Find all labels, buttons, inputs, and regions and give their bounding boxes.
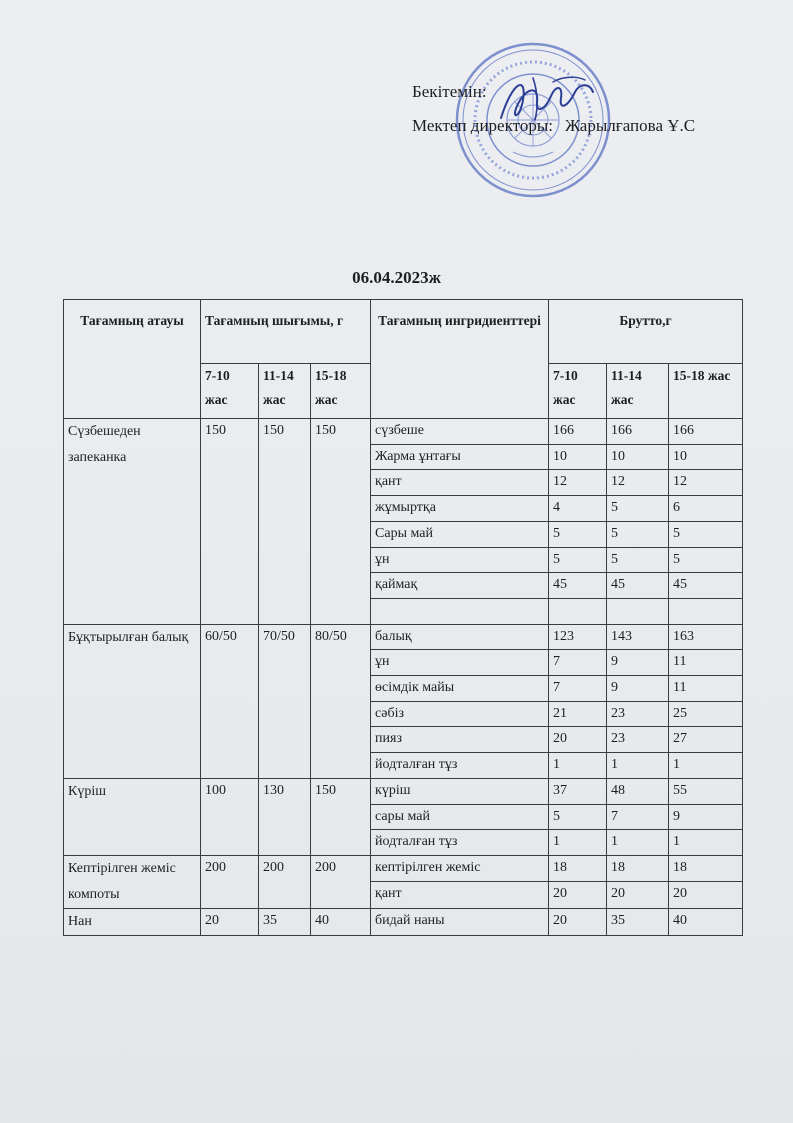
brutto-value-cell: 1 <box>669 830 743 856</box>
dish-output-cell: 40 <box>311 908 371 935</box>
dish-output-cell: 150 <box>311 778 371 855</box>
ingredient-name-cell <box>371 598 549 624</box>
dish-output-cell: 100 <box>201 778 259 855</box>
brutto-value-cell: 1 <box>549 830 607 856</box>
header-output: Тағамның шығымы, г <box>201 300 371 364</box>
brutto-value-cell: 1 <box>607 830 669 856</box>
dish-output-cell: 70/50 <box>259 624 311 778</box>
dish-name-cell: Күріш <box>64 778 201 855</box>
brutto-value-cell: 20 <box>549 727 607 753</box>
brutto-value-cell: 5 <box>607 521 669 547</box>
ingredient-name-cell: кептірілген жеміс <box>371 855 549 882</box>
dish-output-cell: 150 <box>201 419 259 625</box>
ingredient-name-cell: балық <box>371 624 549 650</box>
brutto-value-cell: 5 <box>607 496 669 522</box>
brutto-value-cell: 12 <box>549 470 607 496</box>
brutto-value-cell: 166 <box>669 419 743 445</box>
ingredient-name-cell: күріш <box>371 778 549 804</box>
brutto-value-cell: 10 <box>669 444 743 470</box>
brutto-value-cell: 45 <box>669 573 743 599</box>
dish-name-cell: Кептірілген жеміс компоты <box>64 855 201 908</box>
director-name: Жарылғапова Ұ.С <box>564 116 696 135</box>
brutto-value-cell: 143 <box>607 624 669 650</box>
approve-label: Бекітемін: <box>412 82 487 101</box>
brutto-value-cell: 20 <box>669 882 743 909</box>
ingredient-name-cell: сүзбеше <box>371 419 549 445</box>
brutto-value-cell <box>607 598 669 624</box>
dish-name-cell: Нан <box>64 908 201 935</box>
brutto-value-cell: 1 <box>607 753 669 779</box>
brutto-value-cell: 4 <box>549 496 607 522</box>
table-row <box>64 855 743 882</box>
brutto-value-cell: 5 <box>549 804 607 830</box>
header-brutto-age-1: 7-10 жас <box>549 363 607 418</box>
brutto-value-cell: 5 <box>669 521 743 547</box>
brutto-value-cell: 9 <box>607 650 669 676</box>
brutto-value-cell: 1 <box>669 753 743 779</box>
brutto-value-cell: 166 <box>607 419 669 445</box>
table-row <box>64 419 743 445</box>
ingredient-name-cell: пияз <box>371 727 549 753</box>
dish-output-cell: 200 <box>201 855 259 908</box>
ingredient-name-cell: сәбіз <box>371 701 549 727</box>
brutto-value-cell: 1 <box>549 753 607 779</box>
brutto-value-cell: 20 <box>549 908 607 935</box>
ingredient-name-cell: сары май <box>371 804 549 830</box>
ingredient-name-cell: өсімдік майы <box>371 676 549 702</box>
document-date: 06.04.2023ж <box>352 268 441 287</box>
dish-output-cell: 20 <box>201 908 259 935</box>
brutto-value-cell <box>549 598 607 624</box>
header-brutto-age-3: 15-18 жас <box>669 363 743 418</box>
brutto-value-cell: 20 <box>549 882 607 909</box>
brutto-value-cell: 5 <box>549 521 607 547</box>
dish-output-cell: 80/50 <box>311 624 371 778</box>
dish-output-cell: 200 <box>259 855 311 908</box>
dish-output-cell: 130 <box>259 778 311 855</box>
brutto-value-cell: 45 <box>607 573 669 599</box>
brutto-value-cell: 11 <box>669 650 743 676</box>
brutto-value-cell: 5 <box>549 547 607 573</box>
director-line <box>412 109 695 143</box>
ingredient-name-cell: жұмыртқа <box>371 496 549 522</box>
brutto-value-cell: 7 <box>549 650 607 676</box>
table-row <box>64 908 743 935</box>
brutto-value-cell: 11 <box>669 676 743 702</box>
ingredient-name-cell: қаймақ <box>371 573 549 599</box>
ingredient-name-cell: йодталған тұз <box>371 753 549 779</box>
brutto-value-cell: 23 <box>607 701 669 727</box>
ingredient-name-cell: Жарма ұнтағы <box>371 444 549 470</box>
ingredient-name-cell: ұн <box>371 650 549 676</box>
brutto-value-cell: 45 <box>549 573 607 599</box>
brutto-value-cell: 166 <box>549 419 607 445</box>
brutto-value-cell: 163 <box>669 624 743 650</box>
table-row <box>64 778 743 804</box>
header-output-age-3: 15-18 жас <box>311 363 371 418</box>
brutto-value-cell: 40 <box>669 908 743 935</box>
brutto-value-cell: 10 <box>549 444 607 470</box>
dish-output-cell: 150 <box>259 419 311 625</box>
ingredient-name-cell: Сары май <box>371 521 549 547</box>
table-row <box>64 624 743 650</box>
approve-line <box>412 75 695 109</box>
dish-output-cell: 60/50 <box>201 624 259 778</box>
dish-name-cell: Бұқтырылған балық <box>64 624 201 778</box>
brutto-value-cell: 7 <box>607 804 669 830</box>
dish-name-cell: Сүзбешеден запеканка <box>64 419 201 625</box>
approval-block <box>412 75 695 143</box>
header-output-age-1: 7-10 жас <box>201 363 259 418</box>
ingredient-name-cell: бидай наны <box>371 908 549 935</box>
dish-output-cell: 150 <box>311 419 371 625</box>
director-label: Мектеп директоры: <box>412 116 553 135</box>
dish-output-cell: 35 <box>259 908 311 935</box>
brutto-value-cell: 5 <box>607 547 669 573</box>
table-header <box>64 300 743 419</box>
brutto-value-cell: 18 <box>669 855 743 882</box>
header-brutto: Брутто,г <box>549 300 743 364</box>
brutto-value-cell: 35 <box>607 908 669 935</box>
brutto-value-cell: 10 <box>607 444 669 470</box>
brutto-value-cell: 37 <box>549 778 607 804</box>
brutto-value-cell: 18 <box>607 855 669 882</box>
header-dish-name: Тағамның атауы <box>64 300 201 419</box>
brutto-value-cell: 123 <box>549 624 607 650</box>
ingredient-name-cell: ұн <box>371 547 549 573</box>
brutto-value-cell <box>669 598 743 624</box>
ingredient-name-cell: қант <box>371 882 549 909</box>
brutto-value-cell: 7 <box>549 676 607 702</box>
ingredient-name-cell: йодталған тұз <box>371 830 549 856</box>
brutto-value-cell: 55 <box>669 778 743 804</box>
brutto-value-cell: 27 <box>669 727 743 753</box>
dish-output-cell: 200 <box>311 855 371 908</box>
brutto-value-cell: 48 <box>607 778 669 804</box>
header-output-age-2: 11-14 жас <box>259 363 311 418</box>
table-body <box>64 419 743 936</box>
brutto-value-cell: 9 <box>669 804 743 830</box>
brutto-value-cell: 6 <box>669 496 743 522</box>
brutto-value-cell: 20 <box>607 882 669 909</box>
brutto-value-cell: 25 <box>669 701 743 727</box>
brutto-value-cell: 12 <box>607 470 669 496</box>
brutto-value-cell: 21 <box>549 701 607 727</box>
ingredient-name-cell: қант <box>371 470 549 496</box>
header-ingredients: Тағамның ингридиенттері <box>371 300 549 419</box>
brutto-value-cell: 5 <box>669 547 743 573</box>
header-brutto-age-2: 11-14 жас <box>607 363 669 418</box>
brutto-value-cell: 9 <box>607 676 669 702</box>
brutto-value-cell: 18 <box>549 855 607 882</box>
menu-table <box>63 299 743 936</box>
brutto-value-cell: 12 <box>669 470 743 496</box>
brutto-value-cell: 23 <box>607 727 669 753</box>
